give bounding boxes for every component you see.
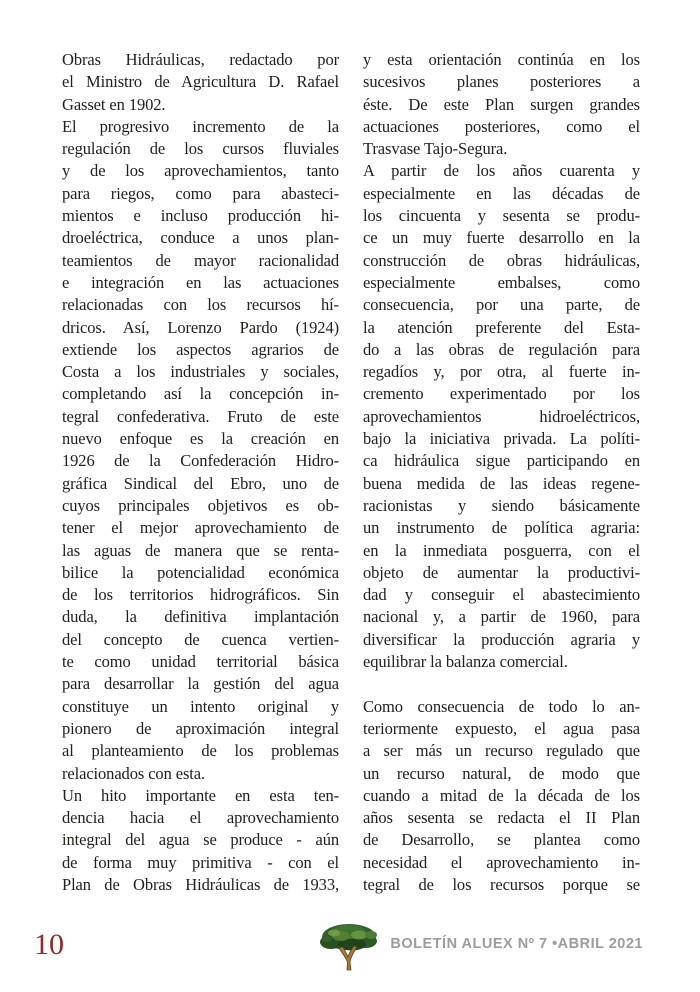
text-line: ce un muy fuerte desarrollo en la <box>363 228 640 248</box>
text-line: cremento experimentado por los <box>363 384 640 404</box>
text-line: éste. De este Plan surgen grandes <box>363 94 640 114</box>
text-line: tegral confederativa. Fruto de este <box>62 406 339 426</box>
text-line: dad y conseguir el abastecimiento <box>363 585 640 605</box>
text-line: Un hito importante en esta ten- <box>62 785 339 805</box>
text-line: nuevo enfoque es la creación en <box>62 429 339 449</box>
paragraph <box>62 116 339 785</box>
page-number: 10 <box>34 928 64 961</box>
text-line: Gasset en 1902. <box>62 94 166 114</box>
text-line: la atención preferente del Esta- <box>363 317 640 337</box>
text-line: El progresivo incremento de la <box>62 116 339 136</box>
text-line: e integración en las actuaciones <box>62 272 339 292</box>
text-line: Como consecuencia de todo lo an- <box>363 696 640 716</box>
text-line: teriormente expuesto, el agua pasa <box>363 718 640 738</box>
text-line: de los territorios hidrográficos. Sin <box>62 585 339 605</box>
paragraph <box>62 49 339 116</box>
text-line: nacional y, a partir de 1960, para <box>363 607 640 627</box>
text-column-right <box>363 49 640 896</box>
text-line: A partir de los años cuarenta y <box>363 161 640 181</box>
paragraph <box>363 160 640 673</box>
text-line: dricos. Así, Lorenzo Pardo (1924) <box>62 317 339 337</box>
text-line: dencia hacia el aprovechamiento <box>62 808 339 828</box>
text-line: aprovechamientos hidroeléctricos, <box>363 406 640 426</box>
text-line: necesidad el aprovechamiento in- <box>363 852 640 872</box>
text-line: duda, la definitiva implantación <box>62 607 339 627</box>
text-line: relacionadas con los recursos hí- <box>62 295 339 315</box>
text-line: bajo la iniciativa privada. La políti- <box>363 429 640 449</box>
text-line: actuaciones posteriores, como el <box>363 116 640 136</box>
text-line: Plan de Obras Hidráulicas de 1933, <box>62 874 339 894</box>
text-line: regulación de los cursos fluviales <box>62 139 339 159</box>
footer-issue-label: BOLETÍN ALUEX Nº 7 •ABRIL 2021 <box>390 936 643 952</box>
text-line: do a las obras de regulación para <box>363 339 640 359</box>
text-line: de forma muy primitiva - con el <box>62 852 339 872</box>
text-line: consecuencia, por una parte, de <box>363 295 640 315</box>
text-line: para desarrollar la gestión del agua <box>62 674 339 694</box>
text-line: 1926 de la Confederación Hidro- <box>62 451 339 471</box>
text-line: completando así la concepción in- <box>62 384 339 404</box>
text-line: mientos e incluso producción hi- <box>62 206 339 226</box>
text-line: tegral de los recursos porque se <box>363 874 640 894</box>
text-line: el Ministro de Agricultura D. Rafael <box>62 72 339 92</box>
text-line: te como unidad territorial básica <box>62 652 339 672</box>
oak-tree-icon <box>319 922 379 974</box>
text-line: extiende los aspectos agrarios de <box>62 339 339 359</box>
text-line: Trasvase Tajo-Segura. <box>363 139 508 159</box>
text-line: buena medida de las ideas regene- <box>363 473 640 493</box>
text-line: cuando a mitad de la década de los <box>363 785 640 805</box>
two-column-text-body <box>62 49 640 896</box>
text-line: constituye un intento original y <box>62 696 339 716</box>
paragraph <box>363 696 640 897</box>
text-line: droeléctrica, conduce a unos plan- <box>62 228 339 248</box>
text-line: equilibrar la balanza comercial. <box>363 652 568 672</box>
text-line: regadíos y, por otra, al fuerte in- <box>363 362 640 382</box>
text-line: objeto de aumentar la productivi- <box>363 562 640 582</box>
text-line: para riegos, como para abasteci- <box>62 183 339 203</box>
text-line: los cincuenta y sesenta se produ- <box>363 206 640 226</box>
text-line: diversificar la producción agraria y <box>363 629 640 649</box>
text-line: tener el mejor aprovechamiento de <box>62 518 339 538</box>
text-line: especialmente embalses, como <box>363 272 640 292</box>
page-footer <box>0 918 700 978</box>
text-line: construcción de obras hidráulicas, <box>363 250 640 270</box>
text-line: gráfica Sindical del Ebro, uno de <box>62 473 339 493</box>
text-line: al planteamiento de los problemas <box>62 741 339 761</box>
text-line: y de los aprovechamientos, tanto <box>62 161 339 181</box>
text-line: pionero de aproximación integral <box>62 718 339 738</box>
text-line: del concepto de cuenca vertien- <box>62 629 339 649</box>
text-line: teamientos de mayor racionalidad <box>62 250 339 270</box>
text-line: sucesivos planes posteriores a <box>363 72 640 92</box>
text-line: Obras Hidráulicas, redactado por <box>62 50 339 69</box>
text-line: Costa a los industriales y sociales, <box>62 362 339 382</box>
text-line: ca hidráulica sigue participando en <box>363 451 640 471</box>
text-line: las aguas de manera que se renta- <box>62 540 339 560</box>
text-line: un recurso natural, de modo que <box>363 763 640 783</box>
text-line: bilice la potencialidad económica <box>62 562 339 582</box>
text-line: relacionados con esta. <box>62 763 206 783</box>
text-line: especialmente en las décadas de <box>363 183 640 203</box>
text-line: y esta orientación continúa en los <box>363 50 640 69</box>
paragraph <box>62 785 339 896</box>
text-line: un instrumento de política agraria: <box>363 518 640 538</box>
text-line: racionistas y siendo básicamente <box>363 495 640 515</box>
text-line: cuyos principales objetivos es ob- <box>62 495 339 515</box>
text-line: años sesenta se redacta el II Plan <box>363 808 640 828</box>
text-line: en la inmediata posguerra, con el <box>363 540 640 560</box>
text-line: integral del agua se produce - aún <box>62 830 339 850</box>
text-column-left <box>62 49 339 896</box>
text-line: de Desarrollo, se plantea como <box>363 830 640 850</box>
paragraph <box>363 49 640 160</box>
text-line: a ser más un recurso regulado que <box>363 741 640 761</box>
